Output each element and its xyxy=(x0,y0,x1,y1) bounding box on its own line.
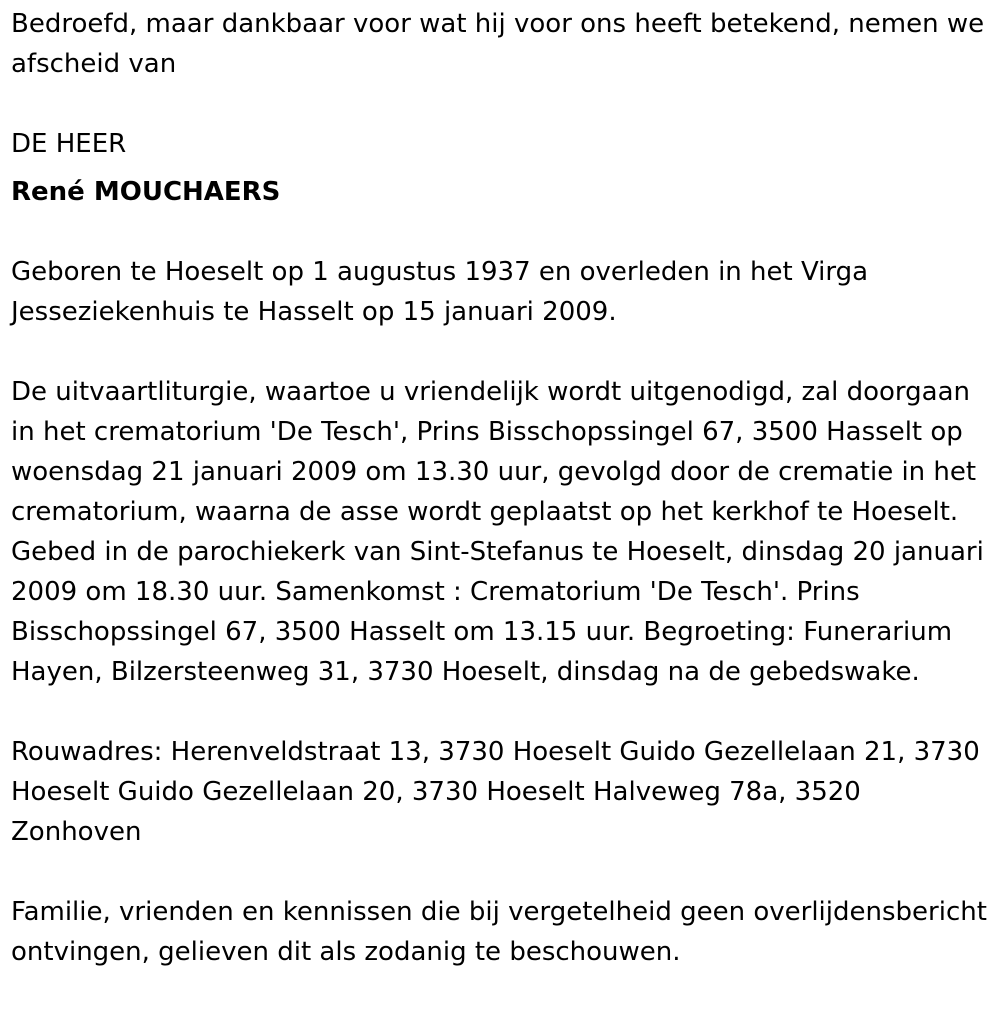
closing-text: Familie, vrienden en kennissen die bij vergetelheid geen overlijdensbericht ontvingen, gelieven dit als zodanig te beschouwen. xyxy=(11,897,987,967)
funeral-details: De uitvaartliturgie, waartoe u vriendelijk wordt uitgenodigd, zal doorgaan in het crematorium 'De Tesch', Prins Bisschopssingel 67, 3500 Hasselt op woensdag 21 januari 2009 om 13.30 uur, gevolgd door de crematie in het crematorium, waarna de asse wordt geplaatst op het kerkhof te Hoeselt. Gebed in de parochiekerk van Sint-Stefanus te Hoeselt, dinsdag 20 januari 2009 om 18.30 uur. Samenkomst : Crematorium 'De Tesch'. Prins Bisschopssingel 67, 3500 Hasselt om 13.15 uur. Begroeting: Funerarium Hayen, Bilzersteenweg 31, 3730 Hoeselt, dinsdag na de gebedswake. xyxy=(11,377,984,687)
intro-text: Bedroefd, maar dankbaar voor wat hij voor ons heeft betekend, nemen we afscheid van xyxy=(11,9,985,79)
mourning-address: Rouwadres: Herenveldstraat 13, 3730 Hoeselt Guido Gezellelaan 21, 3730 Hoeselt Guido Gezellelaan 20, 3730 Hoeselt Halveweg 78a, 3520 Zonhoven xyxy=(11,737,980,847)
death-notice xyxy=(11,4,991,972)
deceased-name: René MOUCHAERS xyxy=(11,177,281,207)
title-text: DE HEER xyxy=(11,129,127,159)
birth-death-text: Geboren te Hoeselt op 1 augustus 1937 en overleden in het Virga Jesseziekenhuis te Hasselt op 15 januari 2009. xyxy=(11,257,869,327)
